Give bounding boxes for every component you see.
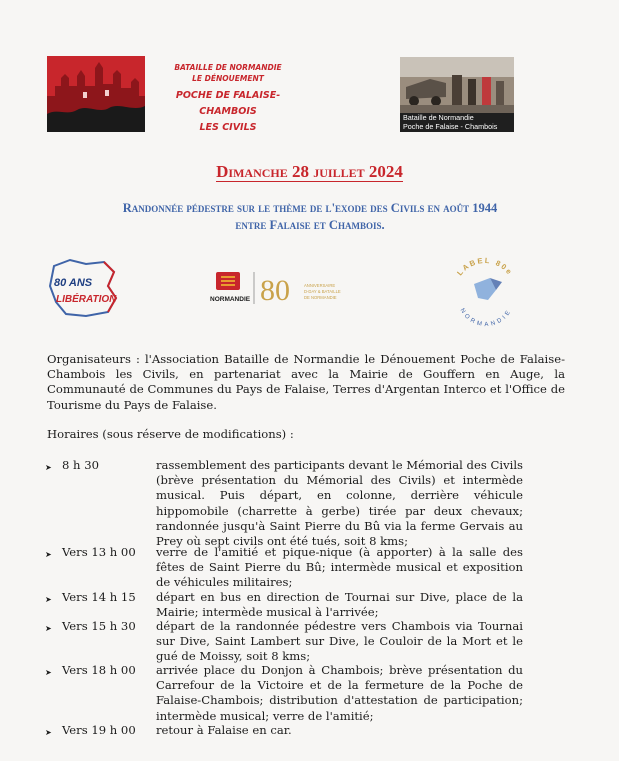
schedule-time: Vers 19 h 00 <box>62 723 136 737</box>
normandie-small-3: DE NORMANDIE <box>304 295 337 300</box>
label-bottom-text: NORMANDIE <box>458 307 514 329</box>
schedule-time: Vers 14 h 15 <box>62 590 136 604</box>
svg-text:NORMANDIE <box>459 308 514 329</box>
event-date-text: Dimanche 28 juillet 2024 <box>216 162 403 181</box>
schedule-description: départ en bus en direction de Tournai sur Dive, place de la Mairie; intermède musical à l'arrivée; <box>156 590 523 620</box>
arrow-bullet-icon: ➤ <box>45 668 52 677</box>
schedule-description: verre de l'amitié et pique-nique (à apporter) à la salle des fêtes de Saint Pierre du Bû; intermède musical et exposition de véhicules militaires; <box>156 545 523 590</box>
organizers-paragraph: Organisateurs : l'Association Bataille de Normandie le Dénouement Poche de Falaise-Chambois les Civils, en partenariat avec la Mairie de Gouffern en Auge, la Communauté de Communes du Pays de Falaise, Terres d'Argentan Interco et l'Office de Tourisme du Pays de Falaise. <box>47 352 565 412</box>
normandie-80-text: 80 <box>260 274 290 307</box>
normandie-small-2: D-DAY & BATAILLE <box>304 289 341 294</box>
anniv-top-text: 80 ANS <box>54 277 93 289</box>
liberation-80-logo <box>46 256 128 320</box>
anniv-bottom-text: LIBÉRATION <box>56 294 117 305</box>
arrow-bullet-icon: ➤ <box>45 550 52 559</box>
schedule-description: rassemblement des participants devant le Mémorial des Civils (brève présentation du Mémorial des Civils) et intermède musical. Puis départ, en colonne, derrière véhicule hippomobile (charrette à gerbe) tirée par deux chevaux; randonnée jusqu'à Saint Pierre du Bû via la ferme Gervais au Prey où sept civils ont été tués, soit 8 kms; <box>156 458 523 549</box>
label-80-logo <box>444 252 526 334</box>
header-line-4: LES CIVILS <box>199 122 257 133</box>
schedule-time: Vers 13 h 00 <box>62 545 136 559</box>
schedule-time: Vers 18 h 00 <box>62 663 136 677</box>
header-line-3: POCHE DE FALAISE-CHAMBOIS <box>175 90 281 117</box>
event-date-title <box>0 162 619 182</box>
normandie-small-1: ANNIVERSAIRE <box>304 283 336 288</box>
photo-caption-line-1: Bataille de Normandie <box>403 113 474 122</box>
arrow-bullet-icon: ➤ <box>45 595 52 604</box>
schedule-description: retour à Falaise en car. <box>156 723 292 737</box>
photo-caption-line-2: Poche de Falaise - Chambois <box>403 121 498 131</box>
arrow-bullet-icon: ➤ <box>45 463 52 472</box>
normandie-label-text: NORMANDIE <box>210 296 251 303</box>
subtitle-line-2: entre Falaise et Chambois. <box>235 218 385 232</box>
label-top-text: LABEL 80e <box>455 255 515 278</box>
subtitle-line-1: Randonnée pédestre sur le thème de l'exode des Civils en août 1944 <box>122 201 498 215</box>
event-subtitle <box>40 200 580 234</box>
castle-logo <box>47 56 145 132</box>
arrow-bullet-icon: ➤ <box>45 728 52 737</box>
association-title <box>148 62 308 136</box>
header-line-2: LE DÉNOUEMENT <box>192 74 264 83</box>
svg-text:LABEL 80e <box>455 256 515 277</box>
battle-photo <box>400 57 514 132</box>
schedule-description: arrivée place du Donjon à Chambois; brève présentation du Carrefour de la Victoire et de la fermeture de la Poche de Falaise-Chambois; distribution d'attestation de participation; intermède musical; verre de l'amitié; <box>156 663 523 723</box>
arrow-bullet-icon: ➤ <box>45 624 52 633</box>
photo-caption <box>400 113 514 132</box>
schedule-time: 8 h 30 <box>62 458 99 472</box>
normandie-80-logo <box>210 268 366 308</box>
schedule-time: Vers 15 h 30 <box>62 619 136 633</box>
header-line-1: BATAILLE DE NORMANDIE <box>174 63 282 72</box>
schedule-description: départ de la randonnée pédestre vers Chambois via Tournai sur Dive, Saint Lambert sur Dive, le Couloir de la Mort et le gué de Moissy, soit 8 kms; <box>156 619 523 664</box>
schedule-title: Horaires (sous réserve de modifications) : <box>47 427 294 441</box>
